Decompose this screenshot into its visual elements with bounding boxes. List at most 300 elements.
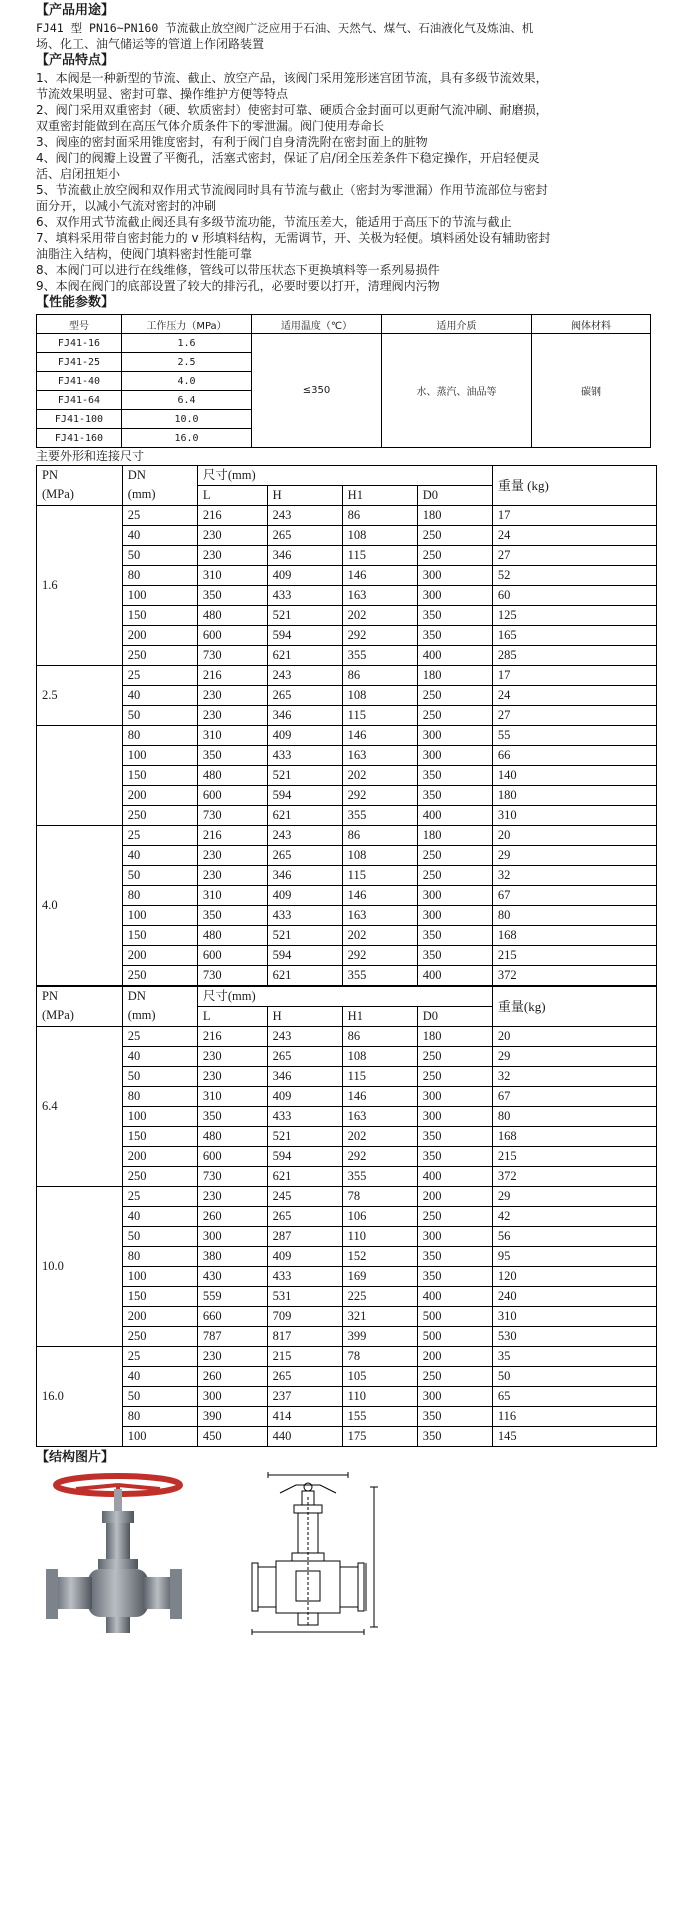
feature-line: 3、阀座的密封面采用锥度密封，有利于阀门自身清洗附在密封面上的脏物 (36, 135, 428, 149)
l-cell: 230 (197, 546, 267, 566)
h1-cell: 108 (342, 526, 417, 546)
l-cell: 230 (197, 1047, 267, 1067)
h-cell: 594 (267, 626, 342, 646)
valve-photo (36, 1471, 186, 1637)
dn-header-label: DN (127, 468, 146, 482)
h-cell: 265 (267, 686, 342, 706)
d0-cell: 250 (417, 1207, 492, 1227)
d0-cell: 250 (417, 706, 492, 726)
feature-line: 2、阀门采用双重密封（硬、软质密封）使密封可靠、硬质合金封面可以更耐气流冲刷、耐磨损， (36, 103, 548, 117)
weight-cell: 120 (492, 1267, 656, 1287)
h-cell: 531 (267, 1287, 342, 1307)
pn-header (37, 987, 123, 1027)
h1-cell: 146 (342, 566, 417, 586)
h-cell: 346 (267, 706, 342, 726)
temperature-cell: ≤350 (252, 334, 382, 448)
header-pressure: 工作压力（MPa） (122, 315, 252, 334)
model-cell: FJ41-160 (37, 429, 122, 448)
d0-cell: 250 (417, 546, 492, 566)
h1-cell: 292 (342, 1147, 417, 1167)
h-cell: 433 (267, 1107, 342, 1127)
d0-cell: 350 (417, 1407, 492, 1427)
l-cell: 230 (197, 1347, 267, 1367)
h1-cell: 155 (342, 1407, 417, 1427)
l-cell: 310 (197, 726, 267, 746)
l-cell: 350 (197, 1107, 267, 1127)
weight-header: 重量(kg) (492, 987, 656, 1027)
dim-row (37, 746, 657, 766)
h1-cell: 105 (342, 1367, 417, 1387)
weight-cell: 168 (492, 926, 656, 946)
dn-cell: 150 (122, 606, 197, 626)
l-cell: 430 (197, 1267, 267, 1287)
l-cell: 660 (197, 1307, 267, 1327)
dim-row (37, 1147, 657, 1167)
d0-cell: 300 (417, 1107, 492, 1127)
h-cell: 265 (267, 1047, 342, 1067)
d0-cell: 250 (417, 846, 492, 866)
d0-cell: 300 (417, 1087, 492, 1107)
weight-cell: 24 (492, 526, 656, 546)
weight-cell: 240 (492, 1287, 656, 1307)
h1-cell: 202 (342, 606, 417, 626)
h1-cell: 292 (342, 786, 417, 806)
model-cell: FJ41-100 (37, 410, 122, 429)
d0-cell: 180 (417, 1027, 492, 1047)
h1-cell: 86 (342, 666, 417, 686)
h1-cell: 202 (342, 1127, 417, 1147)
l-cell: 600 (197, 946, 267, 966)
pressure-cell: 6.4 (122, 391, 252, 410)
l-cell: 230 (197, 526, 267, 546)
dim-row (37, 706, 657, 726)
h1-cell: 115 (342, 546, 417, 566)
h-cell: 346 (267, 1067, 342, 1087)
dim-row (37, 806, 657, 826)
h1-header: H1 (342, 486, 417, 506)
dn-cell: 100 (122, 1107, 197, 1127)
model-cell: FJ41-16 (37, 334, 122, 353)
dn-cell: 25 (122, 826, 197, 846)
h1-cell: 108 (342, 686, 417, 706)
weight-cell: 32 (492, 866, 656, 886)
model-cell: FJ41-40 (37, 372, 122, 391)
h-cell: 265 (267, 1207, 342, 1227)
dim-row (37, 1327, 657, 1347)
h-cell: 265 (267, 846, 342, 866)
weight-cell: 27 (492, 706, 656, 726)
weight-cell: 67 (492, 1087, 656, 1107)
weight-cell: 168 (492, 1127, 656, 1147)
dn-cell: 80 (122, 1407, 197, 1427)
feature-line: 油脂注入结构，使阀门填料密封性能可靠 (36, 247, 253, 261)
l-cell: 230 (197, 706, 267, 726)
structure-pictures (36, 1467, 655, 1637)
d0-cell: 350 (417, 1267, 492, 1287)
d0-cell: 350 (417, 1147, 492, 1167)
dn-cell: 25 (122, 666, 197, 686)
h1-cell: 292 (342, 626, 417, 646)
dim-row (37, 1267, 657, 1287)
h-cell: 594 (267, 1147, 342, 1167)
dn-cell: 50 (122, 1227, 197, 1247)
d0-cell: 400 (417, 1167, 492, 1187)
weight-cell: 29 (492, 846, 656, 866)
h1-cell: 78 (342, 1347, 417, 1367)
h-cell: 346 (267, 866, 342, 886)
feature-line: 节流效果明显、密封可靠、操作维护方便等特点 (36, 87, 289, 101)
l-cell: 480 (197, 1127, 267, 1147)
l-cell: 480 (197, 926, 267, 946)
h-cell: 237 (267, 1387, 342, 1407)
h-cell: 409 (267, 566, 342, 586)
h1-cell: 108 (342, 846, 417, 866)
h1-cell: 110 (342, 1387, 417, 1407)
dim-row (37, 526, 657, 546)
dim-row (37, 566, 657, 586)
weight-cell: 35 (492, 1347, 656, 1367)
h-cell: 621 (267, 1167, 342, 1187)
d0-cell: 400 (417, 806, 492, 826)
feature-line: 活、启闭扭矩小 (36, 167, 121, 181)
weight-cell: 80 (492, 1107, 656, 1127)
l-cell: 480 (197, 766, 267, 786)
dn-cell: 80 (122, 1087, 197, 1107)
dn-cell: 100 (122, 906, 197, 926)
d0-cell: 200 (417, 1347, 492, 1367)
d0-cell: 350 (417, 1427, 492, 1447)
dn-cell: 100 (122, 1267, 197, 1287)
h1-cell: 355 (342, 646, 417, 666)
dim-row (37, 926, 657, 946)
l-cell: 230 (197, 866, 267, 886)
h1-cell: 202 (342, 766, 417, 786)
dn-cell: 100 (122, 746, 197, 766)
feature-line: 4、阀门的阀瓣上设置了平衡孔，活塞式密封，保证了启/闭全压差条件下稳定操作，开启轻便灵 (36, 151, 540, 165)
dn-cell: 40 (122, 686, 197, 706)
d0-cell: 350 (417, 946, 492, 966)
dim-row (37, 606, 657, 626)
structure-heading: 【结构图片】 (36, 1450, 115, 1465)
dn-cell: 100 (122, 1427, 197, 1447)
dim-row (37, 626, 657, 646)
h-cell: 265 (267, 1367, 342, 1387)
weight-cell: 310 (492, 1307, 656, 1327)
h1-cell: 108 (342, 1047, 417, 1067)
l-cell: 350 (197, 906, 267, 926)
h-cell: 414 (267, 1407, 342, 1427)
dim-row (37, 1367, 657, 1387)
weight-cell: 125 (492, 606, 656, 626)
header-medium: 适用介质 (382, 315, 532, 334)
h-cell: 433 (267, 1267, 342, 1287)
weight-cell: 140 (492, 766, 656, 786)
l-cell: 300 (197, 1387, 267, 1407)
d0-header: D0 (417, 486, 492, 506)
h1-cell: 355 (342, 966, 417, 986)
h1-cell: 292 (342, 946, 417, 966)
dn-cell: 80 (122, 1247, 197, 1267)
model-cell: FJ41-64 (37, 391, 122, 410)
dn-cell: 50 (122, 1067, 197, 1087)
dn-cell: 200 (122, 786, 197, 806)
l-header: L (197, 486, 267, 506)
dn-cell: 200 (122, 1307, 197, 1327)
weight-cell: 116 (492, 1407, 656, 1427)
l-cell: 230 (197, 1187, 267, 1207)
feature-line: 1、本阀是一种新型的节流、截止、放空产品，该阀门采用笼形迷宫团节流，具有多级节流效果， (36, 71, 548, 85)
dim-row (37, 1027, 657, 1047)
dimensions-table-2 (36, 986, 657, 1447)
pn-cell: 1.6 (37, 506, 123, 666)
material-cell: 碳钢 (532, 334, 651, 448)
size-header: 尺寸(mm) (197, 466, 492, 486)
feature-line: 8、本阀门可以进行在线维修，管线可以带压状态下更换填料等一系列易损件 (36, 263, 440, 277)
dim-row (37, 586, 657, 606)
l-cell: 216 (197, 1027, 267, 1047)
pn-header-label: PN (42, 989, 58, 1003)
dn-cell: 80 (122, 886, 197, 906)
h-cell: 243 (267, 1027, 342, 1047)
d0-cell: 250 (417, 866, 492, 886)
dim-row (37, 1087, 657, 1107)
l-cell: 216 (197, 506, 267, 526)
h1-cell: 146 (342, 726, 417, 746)
h-cell: 521 (267, 1127, 342, 1147)
header-model: 型号 (37, 315, 122, 334)
pn-cell: 4.0 (37, 826, 123, 986)
dn-cell: 250 (122, 1167, 197, 1187)
feature-line: 双重密封能做到在高压气体介质条件下的零泄漏。阀门使用寿命长 (36, 119, 385, 133)
dn-cell: 250 (122, 1327, 197, 1347)
dim-header-row (37, 466, 657, 486)
l-cell: 730 (197, 646, 267, 666)
d0-cell: 300 (417, 886, 492, 906)
d0-cell: 300 (417, 1387, 492, 1407)
weight-cell: 20 (492, 826, 656, 846)
weight-cell: 66 (492, 746, 656, 766)
performance-header-row (37, 315, 651, 334)
feature-line: 面分开，以减小气流对密封的冲刷 (36, 199, 217, 213)
dn-cell: 100 (122, 586, 197, 606)
h-cell: 621 (267, 646, 342, 666)
dim-header-row (37, 987, 657, 1007)
valve-drawing (236, 1467, 386, 1637)
dim-row (37, 646, 657, 666)
weight-cell: 67 (492, 886, 656, 906)
d0-cell: 350 (417, 626, 492, 646)
l-cell: 600 (197, 786, 267, 806)
dim-row (37, 1407, 657, 1427)
h-cell: 243 (267, 826, 342, 846)
weight-cell: 27 (492, 546, 656, 566)
pressure-cell: 1.6 (122, 334, 252, 353)
dim-row (37, 1227, 657, 1247)
h1-cell: 86 (342, 506, 417, 526)
h-cell: 594 (267, 786, 342, 806)
h-cell: 243 (267, 666, 342, 686)
d0-cell: 250 (417, 1067, 492, 1087)
size-header: 尺寸(mm) (197, 987, 492, 1007)
d0-cell: 250 (417, 1367, 492, 1387)
h1-cell: 115 (342, 866, 417, 886)
weight-cell: 80 (492, 906, 656, 926)
h-cell: 433 (267, 746, 342, 766)
h1-cell: 169 (342, 1267, 417, 1287)
d0-cell: 180 (417, 826, 492, 846)
feature-line: 6、双作用式节流截止阀还具有多级节流功能，节流压差大，能适用于高压下的节流与截止 (36, 215, 512, 229)
dim-row (37, 966, 657, 986)
dim-row (37, 1387, 657, 1407)
dim-row (37, 1187, 657, 1207)
dn-cell: 150 (122, 1287, 197, 1307)
pn-cell: 10.0 (37, 1187, 123, 1347)
dim-row (37, 1047, 657, 1067)
dn-cell: 25 (122, 1347, 197, 1367)
l-cell: 230 (197, 1067, 267, 1087)
weight-cell: 530 (492, 1327, 656, 1347)
dim-row (37, 686, 657, 706)
dim-row (37, 1207, 657, 1227)
dn-cell: 40 (122, 1207, 197, 1227)
l-cell: 730 (197, 966, 267, 986)
dn-cell: 50 (122, 706, 197, 726)
d0-cell: 350 (417, 786, 492, 806)
pn-cell (37, 726, 123, 826)
dn-header (122, 987, 197, 1027)
weight-cell: 29 (492, 1187, 656, 1207)
weight-cell: 50 (492, 1367, 656, 1387)
header-temperature: 适用温度（℃） (252, 315, 382, 334)
l-cell: 216 (197, 826, 267, 846)
l-cell: 260 (197, 1207, 267, 1227)
d0-cell: 250 (417, 526, 492, 546)
h-cell: 817 (267, 1327, 342, 1347)
dn-header-unit: (mm) (127, 487, 156, 501)
dn-header-unit: (mm) (127, 1008, 156, 1022)
header-material: 阀体材料 (532, 315, 651, 334)
usage-heading: 【产品用途】 (36, 3, 115, 18)
dimensions-caption: 主要外形和连接尺寸 (36, 449, 145, 463)
d0-cell: 300 (417, 1227, 492, 1247)
weight-cell: 215 (492, 946, 656, 966)
dn-cell: 250 (122, 646, 197, 666)
weight-cell: 180 (492, 786, 656, 806)
l-cell: 559 (197, 1287, 267, 1307)
d0-header: D0 (417, 1007, 492, 1027)
weight-cell: 32 (492, 1067, 656, 1087)
h-cell: 287 (267, 1227, 342, 1247)
l-cell: 390 (197, 1407, 267, 1427)
dn-cell: 150 (122, 766, 197, 786)
weight-cell: 52 (492, 566, 656, 586)
weight-cell: 42 (492, 1207, 656, 1227)
dn-cell: 150 (122, 926, 197, 946)
dim-row (37, 786, 657, 806)
h1-cell: 110 (342, 1227, 417, 1247)
features-list (36, 70, 655, 294)
weight-cell: 29 (492, 1047, 656, 1067)
l-cell: 300 (197, 1227, 267, 1247)
h1-cell: 86 (342, 826, 417, 846)
usage-line-2: 场、化工、油气储运等的管道上作闭路装置 (36, 37, 265, 51)
d0-cell: 400 (417, 966, 492, 986)
d0-cell: 300 (417, 906, 492, 926)
dim-row (37, 866, 657, 886)
l-cell: 600 (197, 626, 267, 646)
l-cell: 350 (197, 586, 267, 606)
pressure-cell: 4.0 (122, 372, 252, 391)
h1-cell: 202 (342, 926, 417, 946)
h-header: H (267, 1007, 342, 1027)
weight-cell: 215 (492, 1147, 656, 1167)
h-cell: 409 (267, 726, 342, 746)
d0-cell: 180 (417, 666, 492, 686)
pressure-cell: 10.0 (122, 410, 252, 429)
dn-cell: 80 (122, 726, 197, 746)
pn-header (37, 466, 123, 506)
dn-header-label: DN (127, 989, 146, 1003)
dim-row (37, 886, 657, 906)
l-cell: 350 (197, 746, 267, 766)
h1-cell: 163 (342, 746, 417, 766)
dim-row (37, 546, 657, 566)
h-cell: 594 (267, 946, 342, 966)
l-cell: 216 (197, 666, 267, 686)
l-cell: 450 (197, 1427, 267, 1447)
h-cell: 409 (267, 886, 342, 906)
d0-cell: 300 (417, 746, 492, 766)
h-cell: 409 (267, 1087, 342, 1107)
h-cell: 245 (267, 1187, 342, 1207)
dn-cell: 25 (122, 506, 197, 526)
h-cell: 409 (267, 1247, 342, 1267)
dim-row (37, 666, 657, 686)
weight-cell: 20 (492, 1027, 656, 1047)
dim-row (37, 506, 657, 526)
weight-cell: 65 (492, 1387, 656, 1407)
dn-cell: 50 (122, 546, 197, 566)
dn-cell: 25 (122, 1187, 197, 1207)
l-cell: 730 (197, 1167, 267, 1187)
l-cell: 260 (197, 1367, 267, 1387)
l-cell: 230 (197, 846, 267, 866)
d0-cell: 500 (417, 1307, 492, 1327)
h1-header: H1 (342, 1007, 417, 1027)
l-cell: 480 (197, 606, 267, 626)
d0-cell: 400 (417, 1287, 492, 1307)
h-cell: 440 (267, 1427, 342, 1447)
h1-cell: 78 (342, 1187, 417, 1207)
h-cell: 521 (267, 926, 342, 946)
weight-cell: 165 (492, 626, 656, 646)
d0-cell: 300 (417, 586, 492, 606)
weight-cell: 55 (492, 726, 656, 746)
weight-cell: 372 (492, 966, 656, 986)
h1-cell: 115 (342, 706, 417, 726)
l-cell: 310 (197, 1087, 267, 1107)
pn-cell: 16.0 (37, 1347, 123, 1447)
d0-cell: 400 (417, 646, 492, 666)
h1-cell: 355 (342, 806, 417, 826)
dim-row (37, 1307, 657, 1327)
h-cell: 433 (267, 906, 342, 926)
h1-cell: 163 (342, 1107, 417, 1127)
d0-cell: 500 (417, 1327, 492, 1347)
pressure-cell: 16.0 (122, 429, 252, 448)
l-cell: 600 (197, 1147, 267, 1167)
dn-cell: 200 (122, 626, 197, 646)
